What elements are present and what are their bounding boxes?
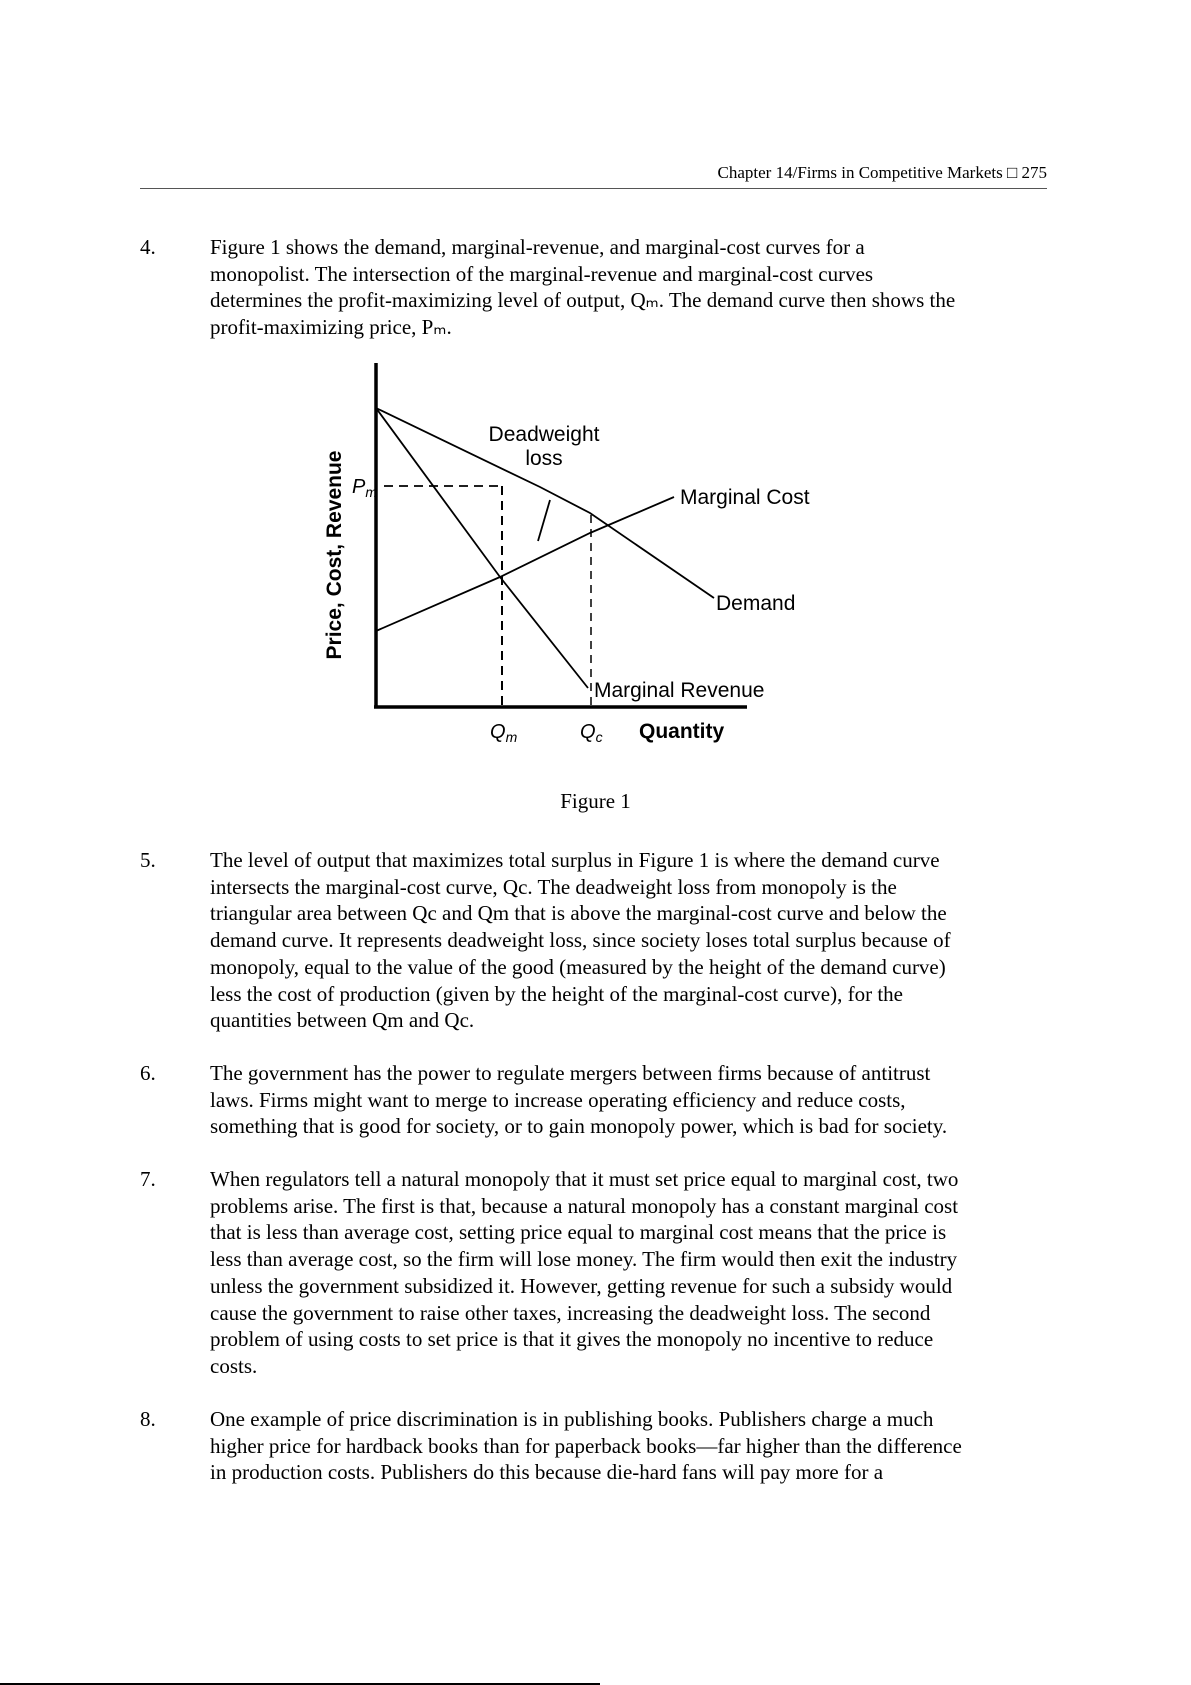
mc-label: Marginal Cost [680, 486, 810, 509]
text-line: monopolist. The intersection of the marginal-revenue and marginal-cost curves [210, 261, 874, 286]
text-line: in production costs. Publishers do this because die-hard fans will pay more for a [210, 1460, 884, 1485]
text-line: problems arise. The first is that, because a natural monopoly has a constant marginal cost [210, 1193, 959, 1218]
item-text [210, 234, 1060, 341]
running-head: Chapter 14/Firms in Competitive Markets □ 275 [717, 163, 1047, 182]
dwl-label-line2: loss [525, 447, 563, 470]
text-line: One example of price discrimination is in publishing books. Publishers charge a much [210, 1407, 934, 1431]
text-line: that is less than average cost, setting price equal to marginal cost means that the price is [210, 1220, 947, 1245]
text-line: quantities between Qm and Qc. [210, 1008, 475, 1033]
dwl-pointer [538, 500, 550, 541]
text-line: When regulators tell a natural monopoly that it must set price equal to marginal cost, two [210, 1167, 959, 1191]
y-axis-label: Price, Cost, Revenue [323, 450, 346, 660]
item-number: 7. [140, 1167, 156, 1191]
text-line: higher price for hardback books than for paperback books—far higher than the difference [210, 1433, 962, 1458]
figure-caption: Figure 1 [560, 789, 631, 813]
demand-label: Demand [716, 592, 796, 615]
item-text [210, 1166, 1060, 1380]
qc-label: $Q_c$ [580, 721, 603, 745]
dwl-label-line1: Deadweight [488, 423, 600, 446]
text-line: Figure 1 shows the demand, marginal-revenue, and marginal-cost curves for a [210, 235, 865, 259]
text-line: something that is good for society, or to gain monopoly power, which is bad for society. [210, 1114, 948, 1139]
text-line: profit-maximizing price, Pₘ. [210, 315, 452, 340]
header-rule [140, 188, 1047, 189]
text-line: problem of using costs to set price is that it gives the monopoly no incentive to reduce [210, 1327, 934, 1352]
text-line: monopoly, equal to the value of the good (measured by the height of the demand curve) [210, 954, 946, 979]
marginal-cost-curve [376, 497, 674, 631]
text-line: The level of output that maximizes total surplus in Figure 1 is where the demand curve [210, 848, 940, 872]
qm-label: $Q_m$ [490, 721, 518, 745]
text-line: demand curve. It represents deadweight loss, since society loses total surplus because of [210, 928, 951, 953]
pm-label: $P_m$ [352, 476, 378, 500]
text-line: laws. Firms might want to merge to increase operating efficiency and reduce costs, [210, 1087, 906, 1112]
x-axis-label: Quantity [639, 720, 725, 743]
text-line: unless the government subsidized it. However, getting revenue for such a subsidy would [210, 1273, 953, 1298]
text-line: triangular area between Qc and Qm that is above the marginal-cost curve and below the [210, 901, 947, 926]
item-number: 8. [140, 1407, 156, 1431]
monopoly-figure [310, 345, 830, 765]
item-number: 4. [140, 235, 156, 259]
monopoly-chart [310, 345, 830, 765]
text-line: determines the profit-maximizing level of output, Qₘ. The demand curve then shows the [210, 288, 956, 313]
item-text [210, 1060, 1060, 1140]
text-line: cause the government to raise other taxes, increasing the deadweight loss. The second [210, 1300, 931, 1325]
text-line: less the cost of production (given by the height of the marginal-cost curve), for the [210, 981, 903, 1006]
item-text [210, 847, 1060, 1034]
text-line: less than average cost, so the firm will lose money. The firm would then exit the industry [210, 1247, 958, 1272]
item-number: 5. [140, 848, 156, 872]
text-line: intersects the marginal-cost curve, Qc. The deadweight loss from monopoly is the [210, 874, 897, 899]
item-text [210, 1406, 1060, 1486]
item-number: 6. [140, 1061, 156, 1085]
text-line: costs. [210, 1353, 258, 1378]
text-line: The government has the power to regulate mergers between firms because of antitrust [210, 1061, 931, 1085]
mr-label: Marginal Revenue [594, 679, 765, 702]
